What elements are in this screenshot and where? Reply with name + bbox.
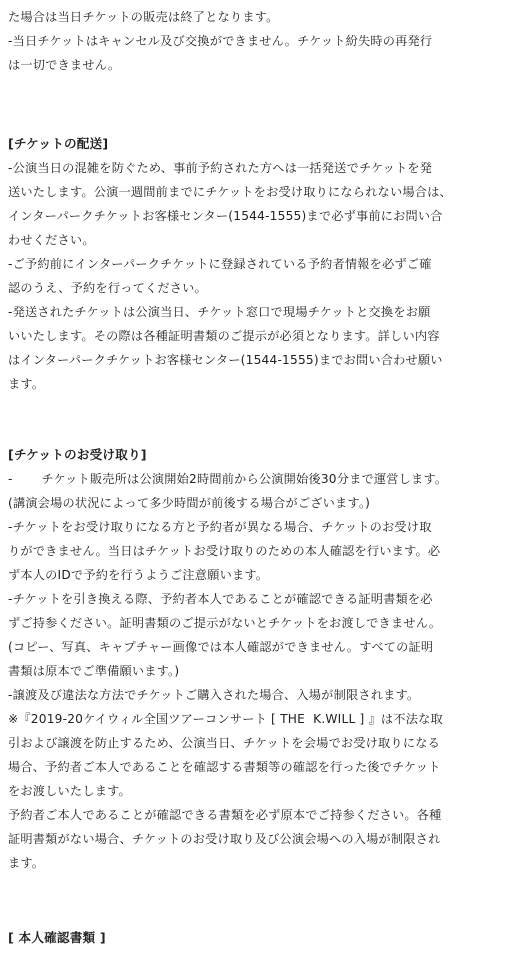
delivery-line: ます。: [8, 377, 45, 391]
intro-line: た場合は当日チケットの販売は終了となります。: [8, 10, 279, 24]
pickup-line: (コピー、写真、キャプチャー画像では本人確認ができません。すべての証明: [8, 640, 434, 654]
delivery-line: -ご予約前にインターパークチケットに登録されている予約者情報を必ずご確: [8, 257, 432, 271]
pickup-line: ずご持参ください。証明書類のご提示がないとチケットをお渡しできません。: [8, 616, 442, 630]
delivery-line: -公演当日の混雑を防ぐため、事前予約された方へは一括発送でチケットを発: [8, 161, 433, 175]
pickup-line: ※『2019-20ケイウィル全国ツアーコンサート [ THE K.WILL ] 』は不法な取: [8, 712, 443, 726]
delivery-line: 送いたします。公演一週間前までにチケットをお受け取りになられない場合は、: [8, 185, 452, 199]
delivery-line: 認のうえ、予約を行ってください。: [8, 281, 207, 295]
delivery-line: はインターパークチケットお客様センター(1544-1555)までお問い合わせ願い: [8, 353, 443, 367]
delivery-line: インターパークチケットお客様センター(1544-1555)まで必ず事前にお問い合: [8, 209, 443, 223]
section-heading-id-documents: [ 本人確認書類 ]: [8, 930, 106, 945]
pickup-line: 書類は原本でご準備願います。): [8, 664, 180, 678]
delivery-line: わせください。: [8, 233, 95, 247]
pickup-line: -チケットを引き換える際、予約者本人であることが確認できる証明書類を必: [8, 592, 433, 606]
section-heading-pickup: [チケットのお受け取り]: [8, 447, 147, 462]
pickup-line: -チケットをお受け取りになる方と予約者が異なる場合、チケットのお受け取: [8, 520, 432, 534]
pickup-line: -譲渡及び違法な方法でチケットご購入された場合、入場が制限されます。: [8, 688, 420, 702]
pickup-line: 予約者ご本人であることが確認できる書類を必ず原本でご持参ください。各種: [8, 808, 442, 822]
pickup-line: りができません。当日はチケットお受け取りのための本人確認を行います。必: [8, 544, 441, 558]
section-heading-delivery: [チケットの配送]: [8, 136, 109, 151]
pickup-line: 引および譲渡を防止するため、公演当日、チケットを会場でお受け取りになる: [8, 736, 440, 750]
pickup-line: ず本人のIDで予約を行うようご注意願います。: [8, 568, 269, 582]
delivery-line: いいたします。その際は各種証明書類のご提示が必須となります。詳しい内容: [8, 329, 440, 343]
pickup-line: - チケット販売所は公演開始2時間前から公演開始後30分まで運営します。: [8, 472, 448, 486]
intro-line: は一切できません。: [8, 58, 121, 72]
pickup-line: (講演会場の状況によって多少時間が前後する場合がございます。): [8, 496, 371, 510]
pickup-line: 場合、予約者ご本人であることを確認する書類等の確認を行った後でチケット: [8, 760, 441, 774]
pickup-line: ます。: [8, 856, 45, 870]
intro-line: -当日チケットはキャンセル及び交換ができません。チケット紛失時の再発行: [8, 34, 433, 48]
pickup-line: をお渡しいたします。: [8, 784, 131, 798]
pickup-line: 証明書類がない場合、チケットのお受け取り及び公演会場への入場が制限され: [8, 832, 441, 846]
delivery-line: -発送されたチケットは公演当日、チケット窓口で現場チケットと交換をお願: [8, 305, 431, 319]
